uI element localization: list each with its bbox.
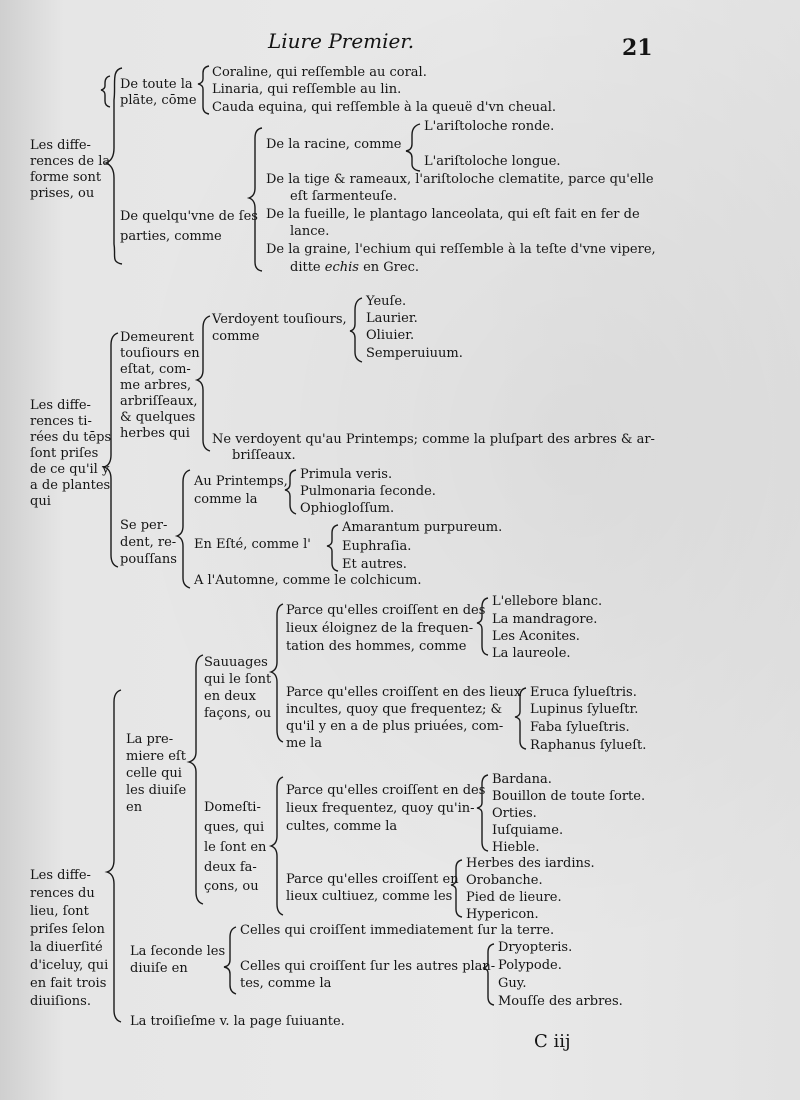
verdoyent-label-line: comme xyxy=(212,329,260,344)
printemps-item: Primula veris. xyxy=(300,467,393,482)
este-label: En Eſté, comme l' xyxy=(194,537,311,552)
frequentez-item: Iuſquiame. xyxy=(492,823,564,838)
troisiesme-line: La troiſieſme v. la page ſuiuante. xyxy=(130,1014,345,1029)
running-title: Liure Premier. xyxy=(268,29,415,53)
brace-lieu xyxy=(107,690,121,1022)
tige-line: De la tige & rameaux, l'ariſtoloche clematite, parce qu'elle xyxy=(266,172,654,187)
frequentez-item: Bardana. xyxy=(492,772,552,787)
premiere-label-line: miere eſt xyxy=(126,749,186,764)
cultiuez-item: Herbes des iardins. xyxy=(466,856,595,871)
verdoyent-item: Yeuſe. xyxy=(366,294,407,309)
brace-verdoyent xyxy=(350,298,362,362)
verdoyent-label-line: Verdoyent touſiours, xyxy=(212,312,347,327)
brace-toute xyxy=(101,76,110,107)
page-number: 21 xyxy=(622,35,653,61)
lieu-label-line: Les diffe- xyxy=(30,868,91,883)
brace-toute-items xyxy=(198,66,209,114)
brace-perdent xyxy=(177,470,190,588)
verdoyent-item: Semperuiuum. xyxy=(366,346,463,361)
premiere-label-line: les diuiſe xyxy=(126,783,187,798)
lieu-label-line: d'iceluy, qui xyxy=(30,958,109,973)
verdoyent-item: Laurier. xyxy=(366,311,418,326)
temps-label-line: de ce qu'il y xyxy=(30,462,110,477)
frequentez-item: Orties. xyxy=(492,806,537,821)
este-item: Amarantum purpureum. xyxy=(342,520,503,535)
brace-seconde xyxy=(224,927,236,994)
racine-item: L'ariſtoloche longue. xyxy=(424,154,561,169)
autres-label-line: tes, comme la xyxy=(240,976,332,991)
perdent-label-line: dent, re- xyxy=(120,535,177,550)
seconde-label-line: diuiſe en xyxy=(130,961,188,976)
domestiques-label-line: deux fa- xyxy=(204,860,257,875)
temps-label-line: ſont priſes xyxy=(30,446,99,461)
fueille-line: De la fueille, le plantago lanceolata, qui eſt fait en fer de xyxy=(266,207,640,222)
tige-line: eſt ſarmenteuſe. xyxy=(290,189,397,204)
forme-label-line: rences de la xyxy=(30,154,111,169)
lieu-label-line: rences du xyxy=(30,886,95,901)
cultiuez-item: Orobanche. xyxy=(466,873,543,888)
frequentez-label-line: cultes, comme la xyxy=(286,819,398,834)
lieu-label-line: diuiſions. xyxy=(30,994,91,1009)
brace-domestiques xyxy=(271,777,283,915)
printemps-item: Pulmonaria ſeconde. xyxy=(300,484,436,499)
printemps-only-line: Ne verdoyent qu'au Printemps; comme la pluſpart des arbres & ar- xyxy=(212,432,655,447)
brace-cultiuez xyxy=(451,860,462,917)
autres-item: Guy. xyxy=(498,976,527,991)
sauuages-label-line: qui le ſont xyxy=(204,672,272,687)
fueille-line: lance. xyxy=(290,224,330,239)
racine-label: De la racine, comme xyxy=(266,137,402,152)
domestiques-label-line: le ſont en xyxy=(204,840,267,855)
temps-label-line: a de plantes xyxy=(30,478,111,493)
este-item: Et autres. xyxy=(342,557,407,572)
forme-label-line: forme sont xyxy=(30,170,102,185)
domestiques-label-line: Domeſti- xyxy=(204,800,261,815)
sauuages-label-line: Sauuages xyxy=(204,655,268,670)
eloignez-item: La laureole. xyxy=(492,646,571,661)
lieu-label-line: priſes ſelon xyxy=(30,922,105,937)
signature-mark: C iij xyxy=(534,1031,571,1052)
cultiuez-label-line: lieux cultiuez, comme les xyxy=(286,889,453,904)
demeurent-label-line: Demeurent xyxy=(120,330,195,345)
verdoyent-item: Oliuier. xyxy=(366,328,415,343)
domestiques-label-line: ques, qui xyxy=(204,820,265,835)
graine-echis: echis xyxy=(324,260,359,275)
brace-sauuages xyxy=(271,604,283,742)
brace-parties xyxy=(249,128,262,271)
premiere-label-line: en xyxy=(126,800,143,815)
toute-item: Coraline, qui reſſemble au coral. xyxy=(212,65,427,80)
autres-label-line: Celles qui croiſſent ſur les autres plan- xyxy=(240,959,496,974)
lieu-label-line: en fait trois xyxy=(30,976,107,991)
parties-label-line: De quelqu'vne de ſes xyxy=(120,209,258,224)
toute-item: Linaria, qui reſſemble au lin. xyxy=(212,82,402,97)
domestiques-label-line: çons, ou xyxy=(204,879,259,894)
forme-label-line: prises, ou xyxy=(30,186,95,201)
autres-item: Dryopteris. xyxy=(498,940,573,955)
cultiuez-item: Pied de lieure. xyxy=(466,890,562,905)
printemps-only-line: briſſeaux. xyxy=(232,448,296,463)
perdent-label-line: Se per- xyxy=(120,518,168,533)
incultes-label-line: incultes, quoy que frequentez; & xyxy=(286,702,503,717)
printemps-label-line: Au Printemps, xyxy=(194,474,288,489)
graine-ditte: ditte xyxy=(290,260,321,275)
lieu-label-line: lieu, ſont xyxy=(30,904,89,919)
incultes-label-line: me la xyxy=(286,736,323,751)
printemps-label-line: comme la xyxy=(194,492,258,507)
demeurent-label-line: arbriſſeaux, xyxy=(120,394,198,409)
incultes-item: Faba ſylueſtris. xyxy=(530,720,630,735)
temps-label-line: Les diffe- xyxy=(30,398,91,413)
demeurent-label-line: touſiours en xyxy=(120,346,200,361)
brace-este xyxy=(327,525,338,571)
premiere-label-line: La pre- xyxy=(126,732,174,747)
frequentez-label-line: lieux frequentez, quoy qu'in- xyxy=(286,801,475,816)
sauuages-label-line: façons, ou xyxy=(204,706,272,721)
demeurent-label-line: me arbres, xyxy=(120,378,192,393)
eloignez-label-line: Parce qu'elles croiſſent en des xyxy=(286,603,486,618)
toute-label-line: plāte, cōme xyxy=(120,93,197,108)
eloignez-item: Les Aconites. xyxy=(492,629,580,644)
racine-item: L'ariſtoloche ronde. xyxy=(424,119,555,134)
brace-autres xyxy=(483,944,494,1005)
eloignez-item: L'ellebore blanc. xyxy=(492,594,603,609)
forme-label-line: Les diffe- xyxy=(30,138,91,153)
printemps-item: Ophiogloſſum. xyxy=(300,501,395,516)
seconde-terre: Celles qui croiſſent immediatement ſur la terre. xyxy=(240,923,555,938)
temps-label-line: qui xyxy=(30,494,51,509)
brace-premiere xyxy=(189,655,203,904)
brace-racine xyxy=(406,124,420,171)
eloignez-item: La mandragore. xyxy=(492,612,598,627)
seconde-label-line: La ſeconde les xyxy=(130,944,226,959)
demeurent-label-line: eſtat, com- xyxy=(120,362,191,377)
autres-item: Mouſſe des arbres. xyxy=(498,994,623,1009)
incultes-label-line: qu'il y en a de plus priuées, com- xyxy=(286,719,504,734)
cultiuez-label-line: Parce qu'elles croiſſent en xyxy=(286,872,459,887)
brace-demeurent xyxy=(197,316,210,451)
incultes-item: Eruca ſylueſtris. xyxy=(530,685,637,700)
eloignez-label-line: tation des hommes, comme xyxy=(286,639,467,654)
cultiuez-item: Hypericon. xyxy=(466,907,539,922)
graine-line: De la graine, l'echium qui reſſemble à la teſte d'vne vipere, xyxy=(266,242,656,257)
sauuages-label-line: en deux xyxy=(204,689,256,704)
graine-line xyxy=(290,260,419,275)
graine-en-grec: en Grec. xyxy=(363,260,419,275)
demeurent-label-line: & quelques xyxy=(120,410,196,425)
este-item: Euphraſia. xyxy=(342,539,412,554)
frequentez-item: Bouillon de toute ſorte. xyxy=(492,789,646,804)
incultes-item: Raphanus ſylueſt. xyxy=(530,738,647,753)
temps-label-line: rées du tēps xyxy=(30,430,112,445)
frequentez-item: Hieble. xyxy=(492,840,540,855)
brace-temps xyxy=(104,333,118,567)
frequentez-label-line: Parce qu'elles croiſſent en des xyxy=(286,783,486,798)
incultes-label-line: Parce qu'elles croiſſent en des lieux xyxy=(286,685,522,700)
toute-label-line: De toute la xyxy=(120,77,193,92)
eloignez-label-line: lieux éloignez de la frequen- xyxy=(286,621,474,636)
incultes-item: Lupinus ſylueſtr. xyxy=(530,702,639,717)
autres-item: Polypode. xyxy=(498,958,562,973)
parties-label-line: parties, comme xyxy=(120,229,222,244)
lieu-label-line: la diuerſité xyxy=(30,940,103,955)
demeurent-label-line: herbes qui xyxy=(120,426,190,441)
automne-line: A l'Automne, comme le colchicum. xyxy=(194,573,422,588)
temps-label-line: rences ti- xyxy=(30,414,92,429)
toute-item: Cauda equina, qui reſſemble à la queuë d'vn cheual. xyxy=(212,100,557,115)
premiere-label-line: celle qui xyxy=(126,766,182,781)
perdent-label-line: pouſſans xyxy=(120,552,177,567)
